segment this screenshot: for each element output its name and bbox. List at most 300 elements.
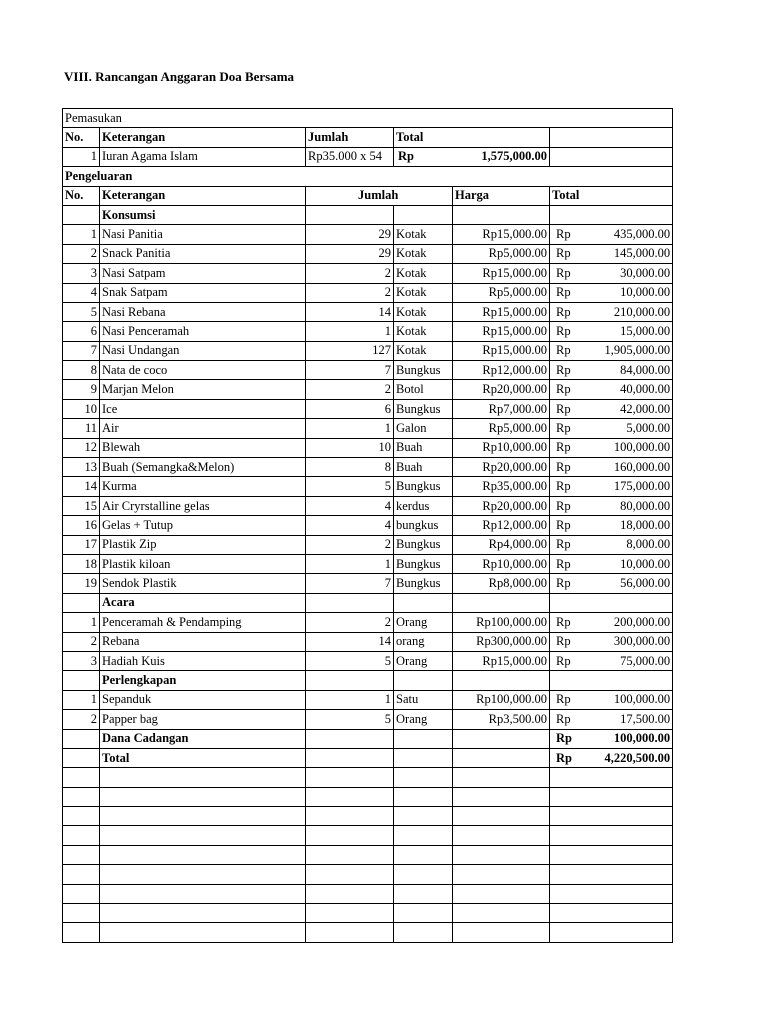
empty-cell: [394, 845, 453, 864]
currency-label: Rp: [556, 692, 571, 707]
item-total-cell: [550, 458, 673, 477]
item-price: Rp12,000.00: [453, 361, 550, 380]
empty-cell: [453, 205, 550, 224]
item-total-wrap: [552, 342, 670, 359]
item-price: Rp10,000.00: [453, 438, 550, 457]
item-total-value: 435,000.00: [613, 227, 671, 242]
item-qty: 127: [306, 341, 394, 360]
item-qty: 5: [306, 477, 394, 496]
item-total-cell: [550, 244, 673, 263]
currency-label: Rp: [398, 149, 414, 164]
item-total-wrap: [552, 420, 670, 437]
empty-cell: [453, 845, 550, 864]
empty-cell: [63, 865, 100, 884]
item-unit: Bungkus: [394, 535, 453, 554]
item-unit: Galon: [394, 419, 453, 438]
item-desc: Nasi Undangan: [100, 341, 306, 360]
item-no: 17: [63, 535, 100, 554]
item-no: 1: [63, 690, 100, 709]
blank-row: [63, 865, 673, 884]
item-unit: Bungkus: [394, 361, 453, 380]
header-desc: Keterangan: [100, 186, 306, 205]
item-no: 19: [63, 574, 100, 593]
empty-cell: [550, 865, 673, 884]
item-total-cell: [550, 535, 673, 554]
item-desc: Plastik Zip: [100, 535, 306, 554]
item-desc: Buah (Semangka&Melon): [100, 458, 306, 477]
empty-cell: [306, 865, 394, 884]
item-price: Rp15,000.00: [453, 322, 550, 341]
budget-table: [62, 108, 673, 943]
item-price: Rp20,000.00: [453, 380, 550, 399]
item-price: Rp100,000.00: [453, 613, 550, 632]
item-no: 16: [63, 516, 100, 535]
empty-cell: [453, 884, 550, 903]
item-price: Rp300,000.00: [453, 632, 550, 651]
currency-label: Rp: [556, 459, 571, 474]
item-total-value: 10,000.00: [620, 285, 671, 300]
currency-label: Rp: [556, 401, 571, 416]
blank-row: [63, 787, 673, 806]
item-price: Rp5,000.00: [453, 419, 550, 438]
empty-cell: [453, 593, 550, 612]
empty-cell: [63, 845, 100, 864]
empty-cell: [550, 593, 673, 612]
currency-label: Rp: [556, 285, 571, 300]
empty-cell: [100, 865, 306, 884]
empty-cell: [100, 768, 306, 787]
expense-item-row: [63, 554, 673, 573]
item-unit: Orang: [394, 710, 453, 729]
item-unit: Buah: [394, 458, 453, 477]
reserve-row-label: Dana Cadangan: [100, 729, 306, 748]
group-label: Perlengkapan: [100, 671, 306, 690]
item-desc: Nasi Rebana: [100, 302, 306, 321]
item-no: 4: [63, 283, 100, 302]
item-qty: 6: [306, 399, 394, 418]
item-total-wrap: [552, 362, 670, 379]
item-unit: Kotak: [394, 264, 453, 283]
item-qty: 2: [306, 283, 394, 302]
item-unit: Satu: [394, 690, 453, 709]
item-no: 3: [63, 651, 100, 670]
item-total-cell: [550, 516, 673, 535]
item-total-cell: [550, 361, 673, 380]
item-total-cell: [550, 690, 673, 709]
expense-item-row: [63, 361, 673, 380]
expense-item-row: [63, 438, 673, 457]
item-unit: Bungkus: [394, 554, 453, 573]
item-unit: Kotak: [394, 283, 453, 302]
item-desc: Snack Panitia: [100, 244, 306, 263]
item-total-wrap: [552, 691, 670, 708]
item-price: Rp15,000.00: [453, 302, 550, 321]
item-desc: Nata de coco: [100, 361, 306, 380]
item-total-wrap: [552, 536, 670, 553]
item-total-value: 40,000.00: [620, 382, 671, 397]
item-unit: Bungkus: [394, 399, 453, 418]
item-price: Rp3,500.00: [453, 710, 550, 729]
item-desc: Sepanduk: [100, 690, 306, 709]
empty-cell: [394, 865, 453, 884]
item-qty: 2: [306, 264, 394, 283]
income-section-label: Pemasukan: [63, 109, 673, 128]
item-total-value: 160,000.00: [613, 459, 671, 474]
blank-row: [63, 923, 673, 942]
item-desc: Nasi Penceramah: [100, 322, 306, 341]
item-no: 5: [63, 302, 100, 321]
row-qty: Rp35.000 x 54: [306, 147, 394, 166]
blank-row: [63, 826, 673, 845]
item-total-wrap: [552, 226, 670, 243]
header-total: Total: [550, 186, 673, 205]
item-total-wrap: [552, 245, 670, 262]
grand-total-row-value: 4,220,500.00: [604, 750, 671, 765]
empty-cell: [100, 923, 306, 942]
empty-cell: [63, 807, 100, 826]
item-price: Rp20,000.00: [453, 458, 550, 477]
item-total-wrap: [552, 556, 670, 573]
empty-cell: [394, 826, 453, 845]
item-total-value: 15,000.00: [620, 323, 671, 338]
blank-row: [63, 845, 673, 864]
empty-cell: [394, 748, 453, 767]
item-desc: Blewah: [100, 438, 306, 457]
item-desc: Air Cryrstalline gelas: [100, 496, 306, 515]
row-no: 1: [63, 147, 100, 166]
item-qty: 29: [306, 225, 394, 244]
item-desc: Papper bag: [100, 710, 306, 729]
item-price: Rp10,000.00: [453, 554, 550, 573]
empty-cell: [550, 845, 673, 864]
grand-total-row-total-wrap: [552, 750, 670, 767]
blank-row: [63, 768, 673, 787]
empty-cell: [306, 826, 394, 845]
item-total-cell: [550, 651, 673, 670]
item-qty: 7: [306, 574, 394, 593]
empty-cell: [63, 826, 100, 845]
item-price: Rp20,000.00: [453, 496, 550, 515]
reserve-row-total-cell: [550, 729, 673, 748]
empty-cell: [550, 807, 673, 826]
empty-cell: [306, 884, 394, 903]
empty-cell: [63, 729, 100, 748]
item-total-cell: [550, 477, 673, 496]
item-no: 1: [63, 225, 100, 244]
item-total-cell: [550, 283, 673, 302]
item-desc: Sendok Plastik: [100, 574, 306, 593]
empty-cell: [394, 807, 453, 826]
grand-total-row-total-cell: [550, 748, 673, 767]
item-unit: Kotak: [394, 302, 453, 321]
blank-row: [63, 807, 673, 826]
income-section-row: [63, 109, 673, 128]
header-total: Total: [394, 128, 550, 147]
income-total-value: 1,575,000.00: [481, 149, 547, 164]
item-desc: Rebana: [100, 632, 306, 651]
expense-item-row: [63, 535, 673, 554]
empty-cell: [100, 904, 306, 923]
item-total-value: 210,000.00: [613, 304, 671, 319]
expense-item-row: [63, 574, 673, 593]
empty-cell: [550, 923, 673, 942]
item-total-wrap: [552, 575, 670, 592]
empty-cell: [306, 904, 394, 923]
item-total-value: 100,000.00: [613, 440, 671, 455]
empty-cell: [453, 923, 550, 942]
blank-row: [63, 884, 673, 903]
expense-item-row: [63, 613, 673, 632]
item-price: Rp7,000.00: [453, 399, 550, 418]
income-total-wrap: [396, 148, 547, 165]
item-no: 15: [63, 496, 100, 515]
empty-cell: [306, 845, 394, 864]
empty-cell: [100, 787, 306, 806]
currency-label: Rp: [556, 362, 571, 377]
group-row: [63, 205, 673, 224]
currency-label: Rp: [556, 711, 571, 726]
currency-label: Rp: [556, 537, 571, 552]
item-desc: Ice: [100, 399, 306, 418]
item-total-cell: [550, 554, 673, 573]
item-qty: 2: [306, 535, 394, 554]
item-desc: Penceramah & Pendamping: [100, 613, 306, 632]
expense-item-row: [63, 710, 673, 729]
empty-cell: [550, 128, 673, 147]
item-no: 3: [63, 264, 100, 283]
item-no: 1: [63, 613, 100, 632]
currency-label: Rp: [556, 323, 571, 338]
empty-cell: [453, 768, 550, 787]
item-total-cell: [550, 613, 673, 632]
item-qty: 1: [306, 690, 394, 709]
empty-cell: [394, 593, 453, 612]
group-row: [63, 671, 673, 690]
expense-item-row: [63, 690, 673, 709]
document-title: VIII. Rancangan Anggaran Doa Bersama: [64, 69, 295, 84]
item-total-value: 10,000.00: [620, 556, 671, 571]
item-total-cell: [550, 341, 673, 360]
item-qty: 4: [306, 516, 394, 535]
item-no: 18: [63, 554, 100, 573]
header-desc: Keterangan: [100, 128, 306, 147]
empty-cell: [306, 205, 394, 224]
item-total-value: 5,000.00: [626, 420, 671, 435]
empty-cell: [394, 787, 453, 806]
item-total-wrap: [552, 459, 670, 476]
item-unit: Kotak: [394, 244, 453, 263]
empty-cell: [550, 884, 673, 903]
empty-cell: [453, 671, 550, 690]
item-total-value: 1,905,000.00: [604, 343, 671, 358]
empty-cell: [100, 884, 306, 903]
empty-cell: [394, 205, 453, 224]
item-total-value: 84,000.00: [620, 362, 671, 377]
group-row: [63, 593, 673, 612]
empty-cell: [100, 807, 306, 826]
empty-cell: [394, 923, 453, 942]
item-total-value: 145,000.00: [613, 246, 671, 261]
item-total-value: 200,000.00: [613, 614, 671, 629]
item-desc: Air: [100, 419, 306, 438]
item-no: 11: [63, 419, 100, 438]
expense-item-row: [63, 302, 673, 321]
expense-item-row: [63, 399, 673, 418]
empty-cell: [550, 826, 673, 845]
item-desc: Hadiah Kuis: [100, 651, 306, 670]
expense-item-row: [63, 322, 673, 341]
empty-cell: [453, 748, 550, 767]
currency-label: Rp: [556, 440, 571, 455]
item-desc: Gelas + Tutup: [100, 516, 306, 535]
item-price: Rp35,000.00: [453, 477, 550, 496]
item-total-wrap: [552, 323, 670, 340]
expense-header-row: [63, 186, 673, 205]
currency-label: Rp: [556, 382, 571, 397]
item-qty: 8: [306, 458, 394, 477]
currency-label: Rp: [556, 750, 572, 765]
empty-cell: [63, 593, 100, 612]
item-price: Rp15,000.00: [453, 651, 550, 670]
currency-label: Rp: [556, 246, 571, 261]
item-unit: kerdus: [394, 496, 453, 515]
group-label: Konsumsi: [100, 205, 306, 224]
item-total-wrap: [552, 711, 670, 728]
item-qty: 2: [306, 380, 394, 399]
expense-item-row: [63, 419, 673, 438]
item-no: 12: [63, 438, 100, 457]
empty-cell: [550, 147, 673, 166]
currency-label: Rp: [556, 517, 571, 532]
item-no: 9: [63, 380, 100, 399]
currency-label: Rp: [556, 653, 571, 668]
item-desc: Kurma: [100, 477, 306, 496]
empty-cell: [63, 884, 100, 903]
header-no: No.: [63, 128, 100, 147]
item-unit: Bungkus: [394, 574, 453, 593]
empty-cell: [550, 768, 673, 787]
income-row: [63, 147, 673, 166]
expense-item-row: [63, 496, 673, 515]
item-no: 8: [63, 361, 100, 380]
item-price: Rp15,000.00: [453, 341, 550, 360]
empty-cell: [394, 884, 453, 903]
item-no: 2: [63, 244, 100, 263]
reserve-row: [63, 729, 673, 748]
item-total-value: 30,000.00: [620, 265, 671, 280]
currency-label: Rp: [556, 634, 571, 649]
item-price: Rp4,000.00: [453, 535, 550, 554]
item-qty: 7: [306, 361, 394, 380]
item-total-cell: [550, 710, 673, 729]
item-unit: Orang: [394, 651, 453, 670]
item-qty: 1: [306, 419, 394, 438]
item-desc: Marjan Melon: [100, 380, 306, 399]
empty-cell: [63, 904, 100, 923]
empty-cell: [453, 826, 550, 845]
empty-cell: [100, 826, 306, 845]
item-desc: Nasi Satpam: [100, 264, 306, 283]
item-total-cell: [550, 496, 673, 515]
expense-item-row: [63, 651, 673, 670]
empty-cell: [453, 787, 550, 806]
currency-label: Rp: [556, 576, 571, 591]
blank-row: [63, 904, 673, 923]
item-total-cell: [550, 380, 673, 399]
item-total-value: 75,000.00: [620, 653, 671, 668]
expense-item-row: [63, 225, 673, 244]
empty-cell: [63, 787, 100, 806]
expense-item-row: [63, 341, 673, 360]
expense-item-row: [63, 632, 673, 651]
item-no: 6: [63, 322, 100, 341]
empty-cell: [306, 729, 394, 748]
item-unit: Kotak: [394, 225, 453, 244]
item-total-value: 17,500.00: [620, 711, 671, 726]
item-unit: Orang: [394, 613, 453, 632]
row-desc: Iuran Agama Islam: [100, 147, 306, 166]
item-no: 7: [63, 341, 100, 360]
item-total-cell: [550, 438, 673, 457]
item-total-wrap: [552, 401, 670, 418]
item-total-wrap: [552, 478, 670, 495]
item-total-wrap: [552, 653, 670, 670]
item-unit: Botol: [394, 380, 453, 399]
expense-item-row: [63, 458, 673, 477]
empty-cell: [306, 593, 394, 612]
item-no: 2: [63, 710, 100, 729]
currency-label: Rp: [556, 420, 571, 435]
item-price: Rp8,000.00: [453, 574, 550, 593]
item-total-wrap: [552, 633, 670, 650]
empty-cell: [453, 807, 550, 826]
item-total-cell: [550, 399, 673, 418]
empty-cell: [306, 807, 394, 826]
currency-label: Rp: [556, 498, 571, 513]
empty-cell: [453, 729, 550, 748]
item-qty: 29: [306, 244, 394, 263]
header-price: Harga: [453, 186, 550, 205]
item-no: 2: [63, 632, 100, 651]
group-label: Acara: [100, 593, 306, 612]
empty-cell: [63, 768, 100, 787]
currency-label: Rp: [556, 343, 571, 358]
item-total-cell: [550, 322, 673, 341]
item-unit: bungkus: [394, 516, 453, 535]
item-qty: 5: [306, 651, 394, 670]
item-total-cell: [550, 225, 673, 244]
currency-label: Rp: [556, 556, 571, 571]
item-qty: 14: [306, 632, 394, 651]
item-price: Rp5,000.00: [453, 283, 550, 302]
currency-label: Rp: [556, 227, 571, 242]
expense-item-row: [63, 244, 673, 263]
item-total-wrap: [552, 439, 670, 456]
reserve-row-total-wrap: [552, 730, 670, 747]
currency-label: Rp: [556, 614, 571, 629]
item-total-wrap: [552, 304, 670, 321]
empty-cell: [63, 205, 100, 224]
currency-label: Rp: [556, 265, 571, 280]
empty-cell: [306, 748, 394, 767]
item-no: 13: [63, 458, 100, 477]
currency-label: Rp: [556, 304, 571, 319]
empty-cell: [394, 904, 453, 923]
empty-cell: [306, 787, 394, 806]
currency-label: Rp: [556, 731, 572, 746]
empty-cell: [63, 923, 100, 942]
item-desc: Snak Satpam: [100, 283, 306, 302]
